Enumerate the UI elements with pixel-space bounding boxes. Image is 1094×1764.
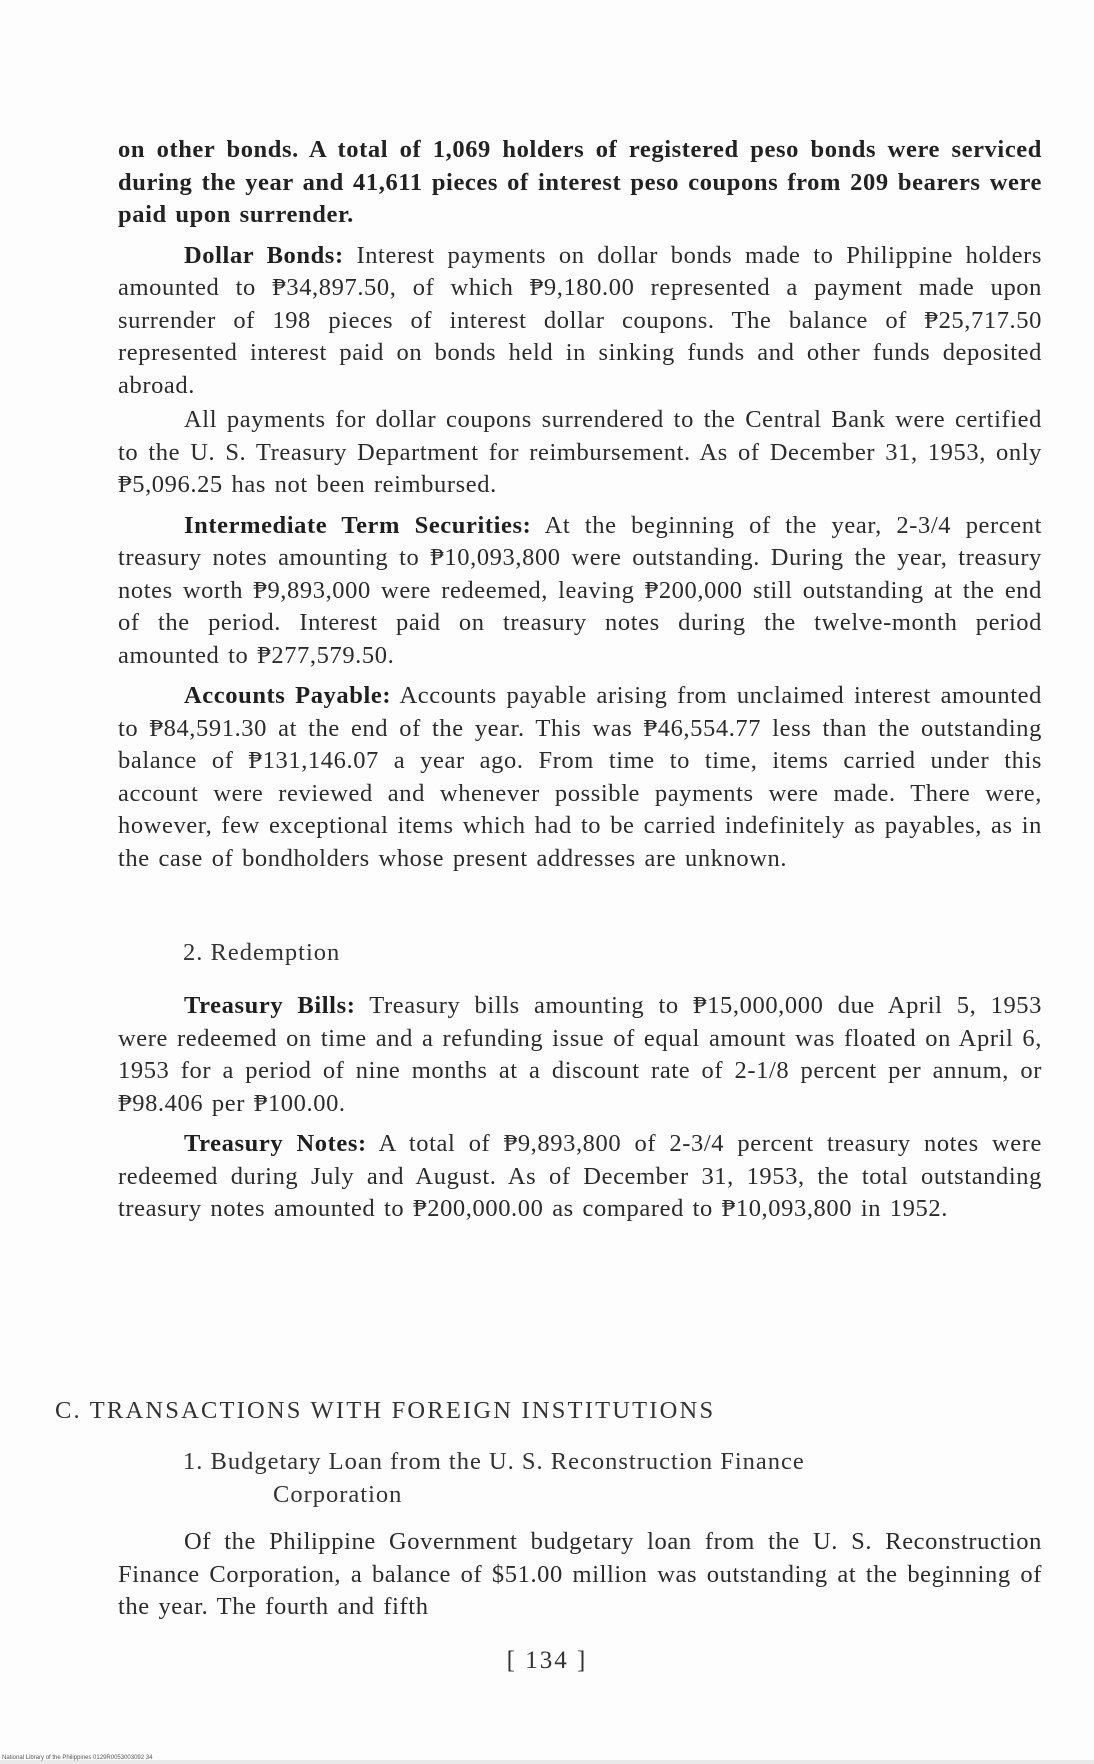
item-1-line-2: Corporation: [273, 1481, 403, 1508]
body-text-final: [118, 1526, 1042, 1624]
treasury-notes-heading: Treasury Notes:: [184, 1130, 367, 1157]
dollar-bonds-text: Interest payments on dollar bonds made to Philippine holders amounted to ₱34,897.50, of which ₱9,180.00 represented a payment made upon surrender of 198 pieces of interest dollar coupons. The balance of ₱25,717.50 represented interest paid on bonds held in sinking funds and other funds deposited abroad.: [118, 241, 1043, 399]
intermediate-text: At the beginning of the year, 2-3/4 percent treasury notes amounting to ₱10,093,800 were outstanding. During the year, treasury notes worth ₱9,893,000 were redeemed, leaving ₱200,000 still outstanding at the end of the period. Interest paid on treasury notes during the twelve-month period amounted to ₱277,579.50.: [118, 511, 1042, 669]
item-1-line-1: 1. Budgetary Loan from the U. S. Reconstruction Finance: [183, 1448, 805, 1475]
accounts-payable-heading: Accounts Payable:: [184, 682, 392, 709]
treasury-bills-paragraph: [118, 990, 1042, 1120]
body-text-lower: [118, 990, 1042, 1226]
accounts-payable-paragraph: [118, 680, 1042, 875]
dollar-coupons-paragraph: All payments for dollar coupons surrendered to the Central Bank were certified to the U. S. Treasury Department for reimbursement. As of December 31, 1953, only ₱5,096.25 has not been reimbursed.: [118, 406, 1042, 498]
accounts-payable-text: Accounts payable arising from unclaimed interest amounted to ₱84,591.30 at the end of the year. This was ₱46,554.77 less than the outstanding balance of ₱131,146.07 a year ago. From time to time, items carried under this account were reviewed and whenever possible payments were made. There were, however, few exceptional items which had to be carried indefinitely as payables, as in the case of bondholders whose present addresses are unknown.: [118, 682, 1042, 872]
scan-edge: [0, 1760, 1094, 1764]
body-text-upper: [118, 134, 1042, 875]
redemption-heading: 2. Redemption: [183, 939, 341, 966]
intermediate-heading: Intermediate Term Securities:: [184, 511, 532, 539]
dollar-bonds-paragraph: [118, 240, 1042, 403]
page-number: [ 134 ]: [506, 1647, 588, 1674]
section-c-heading: C. TRANSACTIONS WITH FOREIGN INSTITUTIONS: [55, 1397, 716, 1424]
treasury-bills-heading: Treasury Bills:: [184, 992, 356, 1019]
treasury-notes-text: A total of ₱9,893,800 of 2-3/4 percent treasury notes were redeemed during July and August. As of December 31, 1953, the total outstanding treasury notes amounted to ₱200,000.00 as compared to ₱10,093,800 in 1952.: [118, 1130, 1042, 1222]
top-paragraph: on other bonds. A total of 1,069 holders of registered peso bonds were serviced during the year and 41,611 pieces of interest peso coupons from 209 bearers were paid upon surrender.: [118, 136, 1042, 228]
footer-credit: National Library of the Philippines 0129R0053003092 34: [2, 1755, 153, 1761]
intermediate-paragraph: [118, 510, 1042, 673]
treasury-bills-text: Treasury bills amounting to ₱15,000,000 due April 5, 1953 were redeemed on time and a refunding issue of equal amount was floated on April 6, 1953 for a period of nine months at a discount rate of 2-1/8 percent per annum, or ₱98.406 per ₱100.00.: [118, 992, 1042, 1117]
final-paragraph: Of the Philippine Government budgetary loan from the U. S. Reconstruction Finance Corporation, a balance of $51.00 million was outstanding at the beginning of the year. The fourth and fifth: [118, 1528, 1042, 1620]
treasury-notes-paragraph: [118, 1128, 1042, 1226]
dollar-bonds-heading: Dollar Bonds:: [184, 241, 344, 269]
